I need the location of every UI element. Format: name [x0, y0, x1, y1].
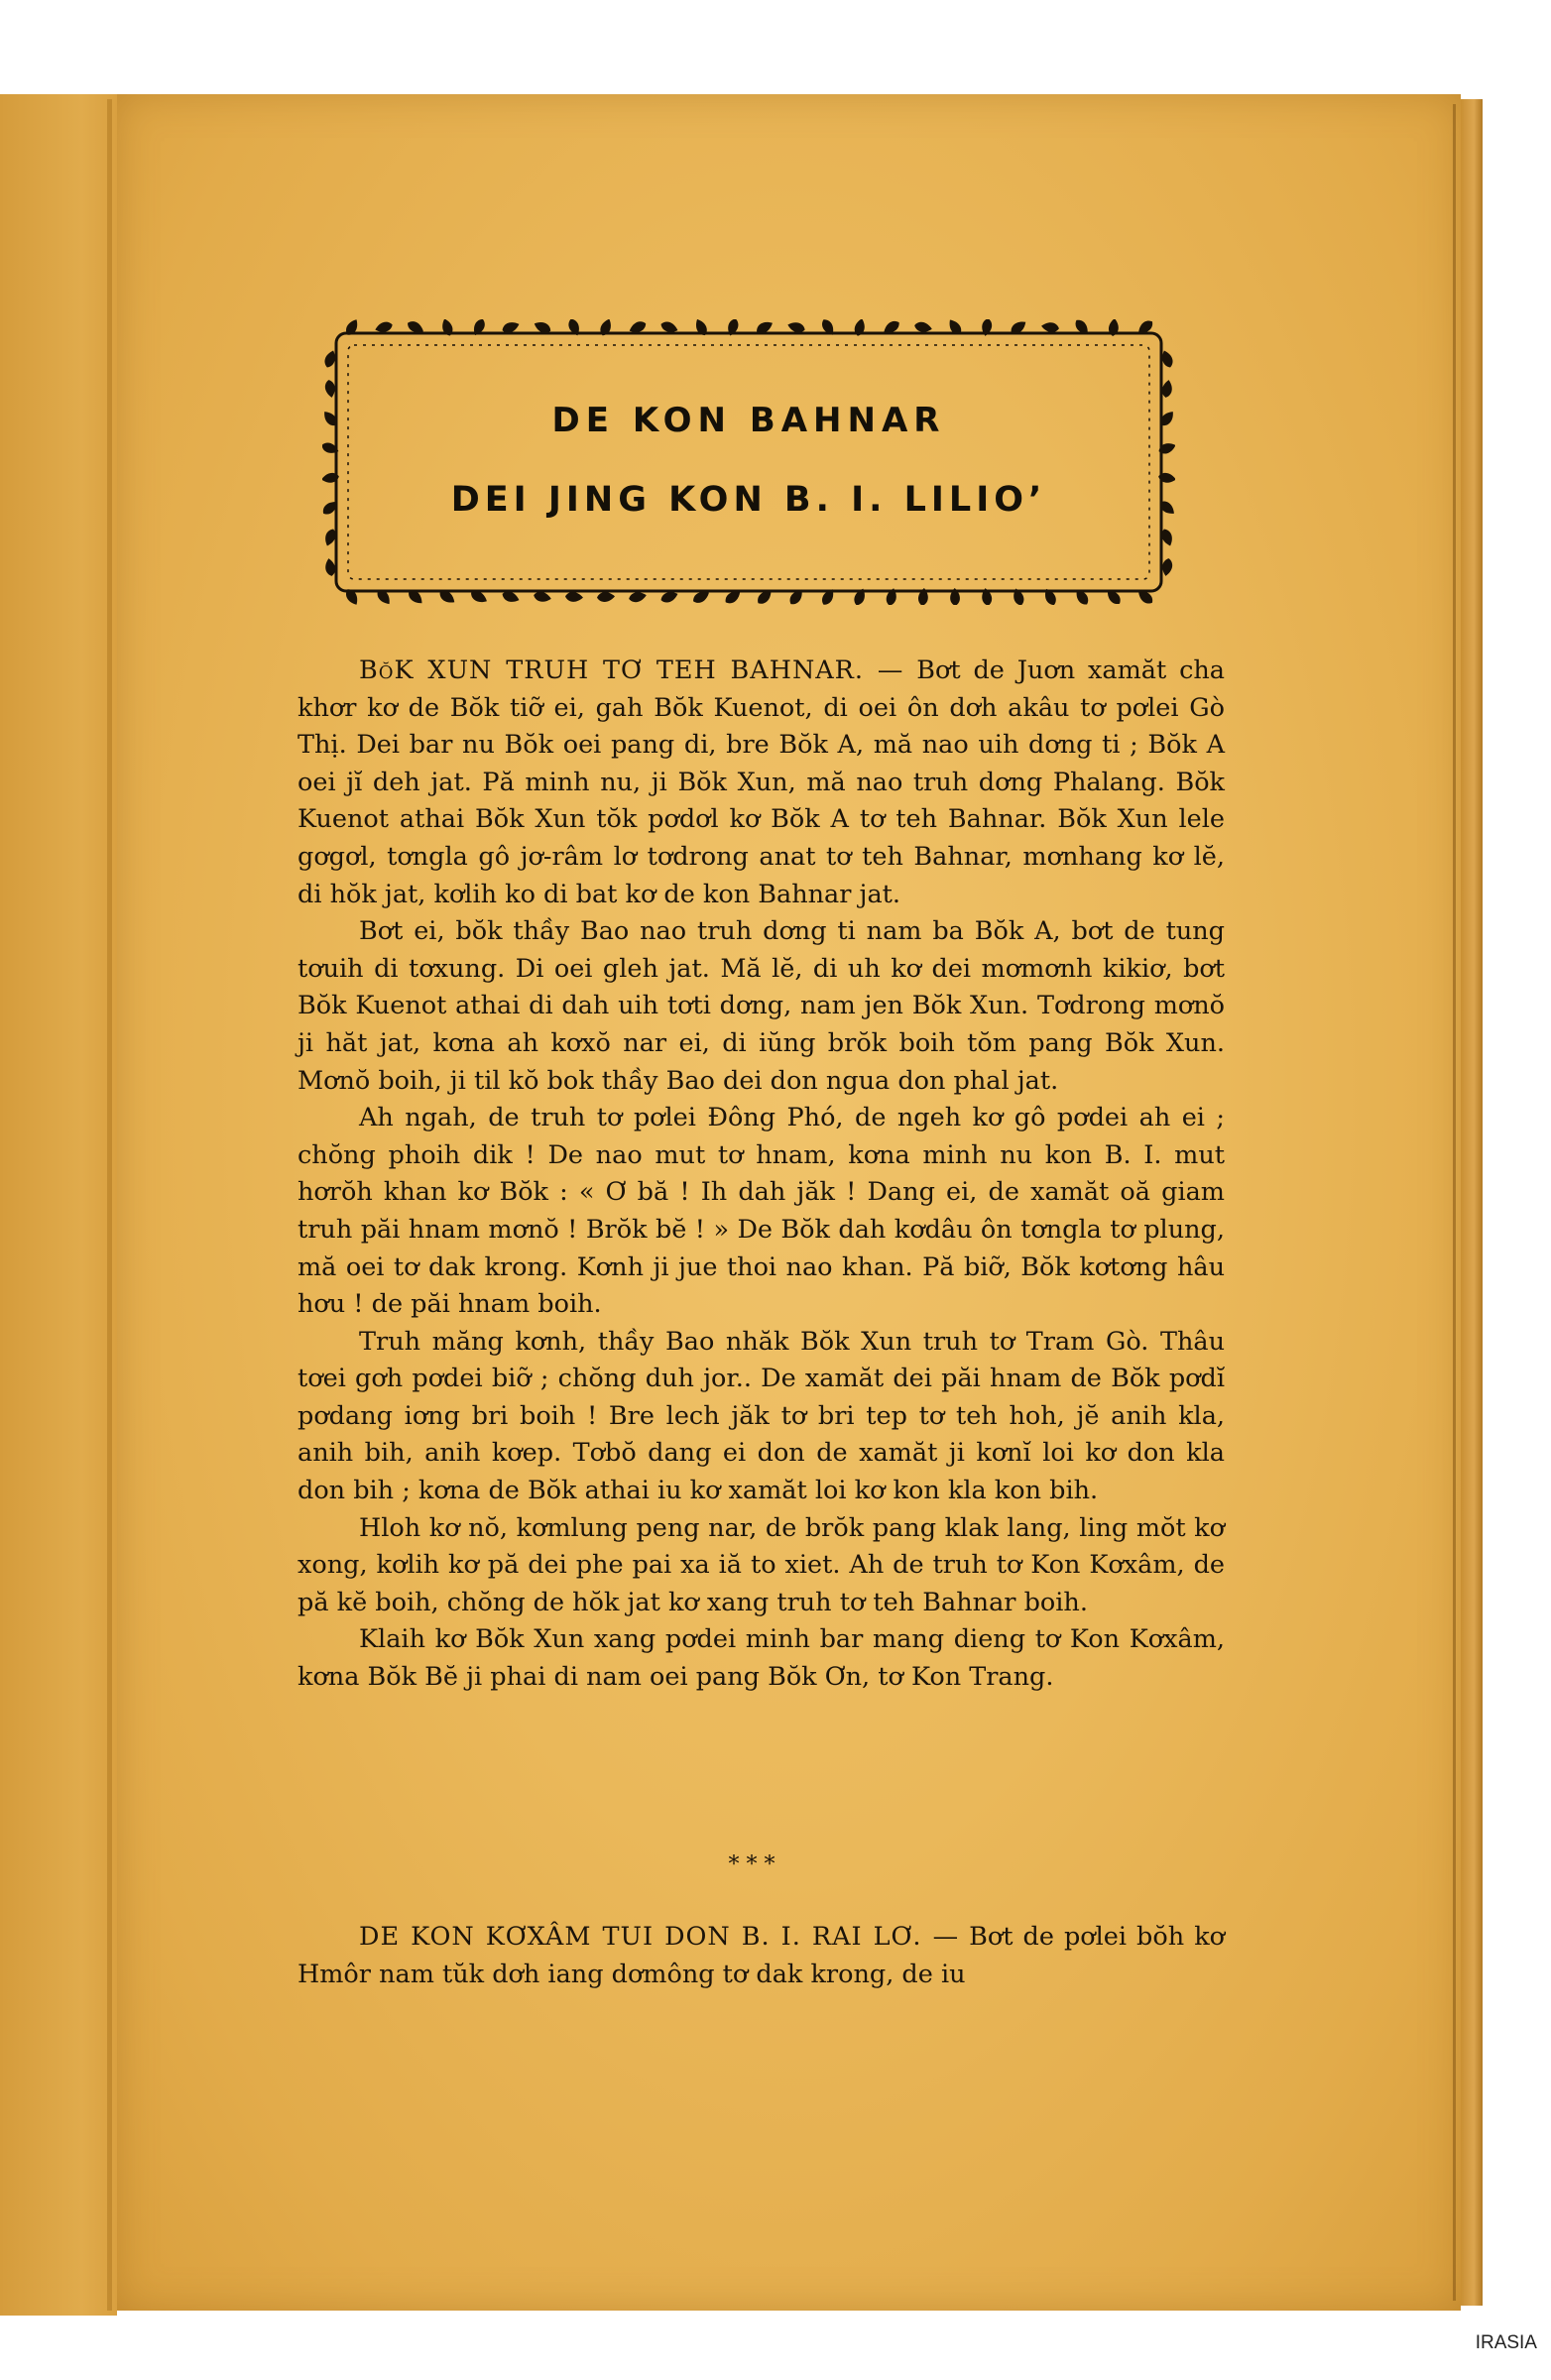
left-page-edge — [0, 94, 117, 2316]
title-line-2: DEI JING KON B. I. LILIO’ — [450, 480, 1047, 520]
section-separator: * * * — [728, 1852, 776, 1877]
leaf-ornament — [819, 587, 836, 605]
paragraph-1 — [298, 653, 1225, 913]
section-1-heading: BŏK XUN TRUH TƠ TEH BAHNAR. — — [359, 655, 904, 685]
paragraph-1-text: Bơt de Juơn xamăt cha khơr kơ de Bŏk tiỡ ei, gah Bŏk Kuenot, di oei ôn dơh akâu tơ pơlei Gò Thị. Dei bar nu Bŏk oei pang di, bre Bŏk A, mă nao uih dơng ti ; Bŏk A oei jĭ deh jat. Pă minh nu, ji Bŏk Xun, mă nao truh dơng Phalang. Bŏk Kuenot athai Bŏk Xun tŏk pơdơl kơ Bŏk A tơ teh Bahnar. Bŏk Xun lele gơgơl, tơngla gô jơ-râm lơ tơdrong anat tơ teh Bahnar, mơnhang kơ lĕ, di hŏk jat, kơlih ko di bat kơ de kon Bahnar jat. — [298, 655, 1226, 909]
section-2-heading: DE KON KƠXÂM TUI DON B. I. RAI LƠ. — — [359, 1922, 960, 1952]
title-line-1: DE KON BAHNAR — [551, 401, 946, 440]
leaf-ornament — [819, 319, 836, 337]
section-1-body — [298, 653, 1225, 1697]
leaf-ornament — [1040, 321, 1059, 333]
right-page-edge — [1461, 99, 1483, 2306]
leaf-ornament — [324, 379, 337, 398]
paragraph-4: Truh măng kơnh, thầy Bao nhăk Bŏk Xun truh tơ Tram Gò. Thâu tơei gơh pơdei biỡ ; chŏng duh jor.. De xamăt dei păi hnam de Bŏk pơdĭ pơdang iơng bri boih ! Bre lech jăk tơ bri tep tơ teh hoh, jĕ anih kla, anih bih, anih kơep. Tơbŏ dang ei don de xamăt ji kơnĭ loi kơ don kla don bih ; kơna de Bŏk athai iu kơ xamăt loi kơ kon kla kon bih. — [298, 1326, 1225, 1506]
leaf-ornament — [324, 557, 337, 576]
section-2-paragraph — [298, 1919, 1225, 1993]
right-page-line — [1453, 104, 1456, 2301]
leaf-ornament — [1161, 557, 1174, 576]
section-2-body — [298, 1919, 1225, 1993]
section-2-text: Bơt de pơlei bŏh kơ Hmôr nam tŭk dơh iang dơmông tơ dak krong, de iu — [298, 1922, 1225, 1989]
leaf-ornament — [597, 592, 616, 603]
paragraph-5: Hloh kơ nŏ, kơmlung peng nar, de brŏk pang klak lang, ling mŏt kơ xong, kơlih kơ pă dei phe pai xa iă to xiet. Ah de truh tơ Kon Kơxâm, de pă kĕ boih, chŏng de hŏk jat kơ xang truh tơ teh Bahnar boih. — [298, 1512, 1225, 1617]
left-page-fold — [107, 99, 112, 2311]
leaf-ornament — [565, 592, 584, 603]
paragraph-3: Ah ngah, de truh tơ pơlei Đông Phó, de ngeh kơ gô pơdei ah ei ; chŏng phoih dik ! De nao mut tơ hnam, kơna minh nu kon B. I. mut hơrŏh khan kơ Bŏk : « Ơ bă ! Ih dah jăk ! Dang ei, de xamăt oă giam truh păi hnam mơnŏ ! Brŏk bĕ ! » De Bŏk dah kơdâu ôn tơngla tơ plung, mă oei tơ dak krong. Kơnh ji jue thoi nao khan. Pă biỡ, Bŏk kơtơng hâu hơu ! de păi hnam boih. — [298, 1103, 1225, 1320]
vine-leaf-ornament-icon — [322, 319, 1175, 605]
paragraph-2: Bơt ei, bŏk thầy Bao nao truh dơng ti nam ba Bŏk A, bơt de tung tơuih di tơxung. Di oei gleh jat. Mă lĕ, di uh kơ dei mơmơnh kikiơ, bơt Bŏk Kuenot athai di dah uih tơti dơng, nam jen Bŏk Xun. Tơdrong mơnŏ ji hăt jat, kơna ah kơxŏ nar ei, di iŭng brŏk boih tŏm pang Bŏk Xun. Mơnŏ boih, ji til kŏ bok thầy Bao dei don ngua don phal jat. — [298, 916, 1225, 1096]
paragraph-6: Klaih kơ Bŏk Xun xang pơdei minh bar mang dieng tơ Kon Kơxâm, kơna Bŏk Bĕ ji phai di nam oei pang Bŏk Ơn, tơ Kon Trang. — [298, 1624, 1225, 1693]
title-ornamental-frame — [322, 319, 1175, 605]
irasia-watermark: IRASIA — [1475, 2332, 1537, 2353]
leaf-ornament — [1161, 379, 1174, 398]
